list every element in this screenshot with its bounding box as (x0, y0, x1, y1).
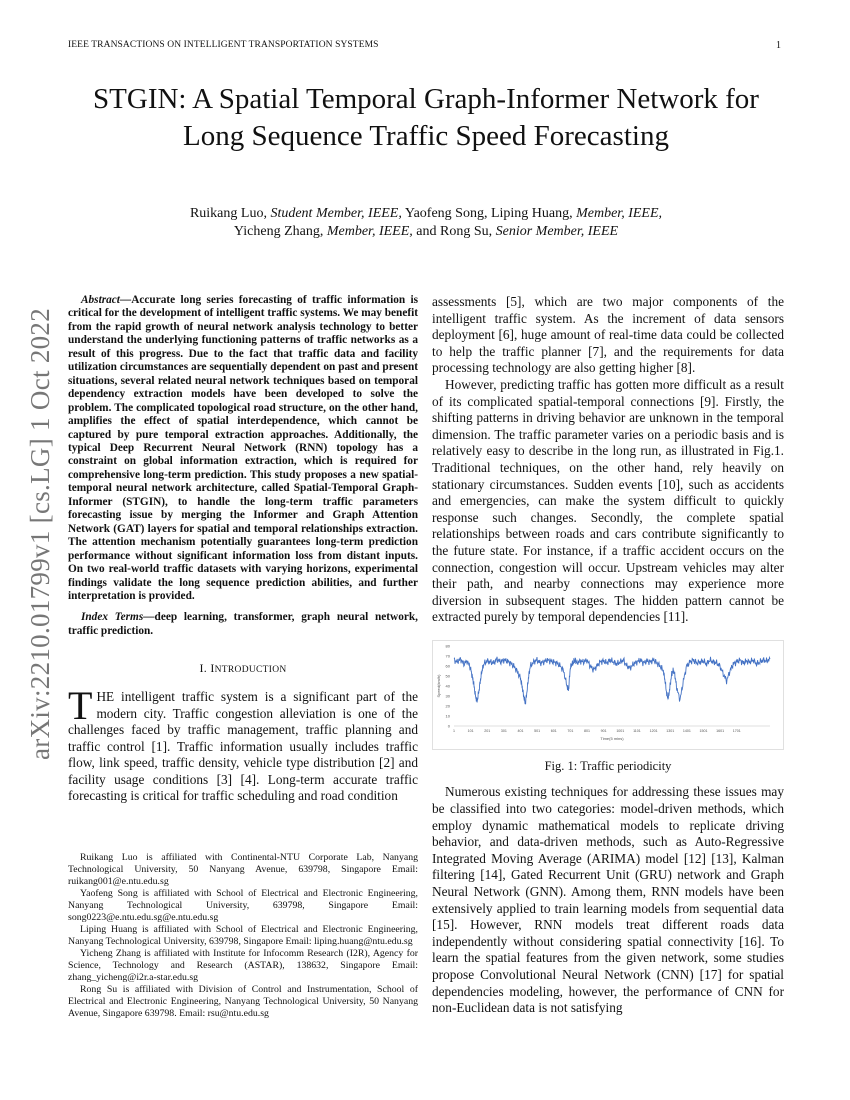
abstract-text: Accurate long series forecasting of traffic information is critical for the development of intelligent traffic systems. We may benefit from the rapid growth of neural network analysis technology to better understand the underlying functioning patterns of traffic networks as a result of this progress. Due to the fact that traffic data and facility utilization circumstances are sequentially dependent on past and present situations, several related neural network techniques based on temporal dependency extraction models have been developed to solve the problem. The complicated topological road structure, on the other hand, amplifies the effect of spatial interdependence, which cannot be captured by pure temporal extraction approaches. Additionally, the typical Deep Recurrent Neural Network (RNN) topology has a constraint on global information extraction, which is required for comprehensive long-term prediction. This study proposes a new spatial-temporal neural network architecture, called Spatial-Temporal Graph-Informer (STGIN), to handle the long-term traffic parameters forecasting issue by merging the Informer and Graph Attention Network (GAT) layers for spatial and temporal relationships extraction. The attention mechanism potentially guarantees long-term prediction performance without significant information loss from distant inputs. On two real-world traffic datasets with varying horizons, experimental findings validate the long sequence prediction abilities, and further interpretation is provided. (68, 294, 419, 602)
x-tick-label: 1501 (699, 728, 708, 733)
author-affil: Senior Member, IEEE (495, 224, 619, 239)
x-tick-label: 901 (600, 728, 607, 733)
author-line-2 (90, 223, 762, 241)
speed-series-line (454, 657, 770, 704)
page-number: 1 (776, 40, 781, 51)
y-tick-label: 10 (445, 713, 450, 719)
x-tick-label: 1401 (682, 728, 691, 733)
x-tick-label: 801 (584, 728, 591, 733)
intro-text: intelligent traffic system is a significant part of the modern city. Traffic congestion alleviation is one of the challenges faced by traffic management, traffic planning and traffic control [1]. Traffic information usually includes traffic flow, link speed, traffic density, vehicle type distribution [2] and facility usage conditions [3] [4]. Long-term accurate traffic forecasting is critical for traffic scheduling and road condition (68, 688, 418, 804)
x-tick-label: 1101 (633, 728, 641, 733)
abstract-label: Abstract— (81, 294, 132, 306)
section-numeral: I. I (199, 661, 215, 676)
x-tick-label: 1701 (732, 728, 741, 733)
author-affil: Student Member, IEEE, (270, 206, 402, 221)
y-tick-label: 70 (445, 653, 450, 659)
x-tick-label: 401 (517, 728, 524, 733)
y-tick-label: 20 (445, 703, 450, 709)
author-affil: Member, IEEE, (576, 206, 663, 221)
body-paragraph: Numerous existing techniques for addressing these issues may be classified into two categories: model-driven methods, which employ dynamic mathematical models to replicate driving behavior, and data-driven methods, such as Auto-Regressive Integrated Moving Average (ARIMA) model [12] [13], Kalman filtering [14], Gated Recurrent Unit (GRU) network and Graph Neural Network (GNN). Among them, RNN models have been extensively applied to train learning models from sequential data [15]. However, RNN models treat different roads data independently without considering spatial connectivity [16]. To learn the spatial features from the given network, some studies propose Convolutional Neural Network (CNN) [17] for spatial dependencies modeling, however, the performance of CNN for non-Euclidean data is not satisfying (432, 784, 784, 1016)
chart-frame (433, 640, 784, 749)
traffic-periodicity-chart (432, 640, 784, 750)
footnote: Yaofeng Song is affiliated with School of Electrical and Electronic Engineering, Nanyang Technological University, 639798, Singapore Email: song0223@e.ntu.edu.sg@e.ntu.edu.sg (68, 888, 418, 923)
x-tick-label: 1301 (666, 728, 675, 733)
author-name: Yaofeng Song, Liping Huang, (404, 206, 573, 221)
x-tick-label: 1 (453, 728, 455, 733)
y-tick-label: 60 (445, 663, 450, 669)
body-paragraph: assessments [5], which are two major components of the intelligent traffic system. As the increment of data sensors deployment [6], huge amount of real-time data could be collected to help the traffic planner [7], and the requirements for data processing technology are also getting higher [8]. (432, 294, 784, 376)
x-tick-label: 1201 (649, 728, 658, 733)
x-tick-label: 301 (500, 728, 507, 733)
footnotes (68, 852, 418, 1020)
intro-first-word: HE (96, 688, 115, 704)
arxiv-stamp: arXiv:2210.01799v1 [cs.LG] 1 Oct 2022 (25, 307, 55, 760)
y-tick-label: 40 (445, 683, 450, 689)
footnote: Liping Huang is affiliated with School of Electrical and Electronic Engineering, Nanyang Technological University, 639798, Singapore Email: liping.huang@ntu.edu.sg (68, 924, 418, 947)
x-tick-label: 501 (534, 728, 541, 733)
index-terms-label: Index Terms— (81, 611, 155, 624)
author-line-1 (90, 205, 762, 223)
index-terms (68, 611, 418, 638)
y-tick-label: 0 (447, 723, 450, 729)
x-tick-label: 701 (567, 728, 574, 733)
section-heading (68, 660, 418, 679)
author-name: Ruikang Luo, (189, 206, 267, 221)
y-axis-label: Speed(km/h) (436, 674, 441, 698)
paper-title: STGIN: A Spatial Temporal Graph-Informer Network for Long Sequence Traffic Speed Forecasting (93, 83, 759, 152)
section-title: NTRODUCTION (214, 665, 287, 676)
x-tick-label: 1001 (616, 728, 625, 733)
index-terms-text: deep learning, transformer, graph neural network, traffic prediction. (68, 611, 418, 637)
footnote: Rong Su is affiliated with Division of Control and Instrumentation, School of Electrical and Electronic Engineering, Nanyang Technological University, 50 Nanyang Avenue, Singapore 639798. Email: rsu@ntu.edu.sg (68, 984, 418, 1019)
x-tick-label: 101 (467, 728, 474, 733)
y-tick-label: 80 (445, 643, 450, 649)
right-column (432, 294, 784, 1017)
abstract (68, 294, 418, 603)
x-tick-label: 1601 (716, 728, 725, 733)
figure-caption: Fig. 1: Traffic periodicity (544, 758, 672, 773)
footnote: Ruikang Luo is affiliated with Continental-NTU Corporate Lab, Nanyang Technological University, 50 Nanyang Avenue, 639798, Singapore Email: ruikang001@e.ntu.edu.sg (68, 852, 418, 887)
x-tick-label: 201 (484, 728, 491, 733)
running-header: IEEE TRANSACTIONS ON INTELLIGENT TRANSPORTATION SYSTEMS (68, 40, 379, 50)
body-paragraph: However, predicting traffic has gotten more difficult as a result of its complicated spatial-temporal connections [9]. Firstly, the shifting patterns in driving behavior are unknown in the temporal dimension. The traffic parameter varies on a periodic basis and is relatively easy to describe in the long run, as illustrated in Fig.1. Traditional techniques, on the other hand, rely heavily on stationary circumstances. Sudden events [10], such as accidents and emergencies, can make the system difficult to quickly response such changes. Secondly, the complete spatial relationships between roads and cars contribute significantly to the future state. For instance, if a traffic accident occurs on the connection, congestion will occur. Upstream vehicles may alter their path, and nearby connections may experience more diversion in subsequent stages. The hidden pattern cannot be extracted purely by temporal dependencies [11]. (432, 376, 784, 625)
author-affil: Member, IEEE, (326, 224, 413, 239)
figure-1 (432, 640, 784, 750)
left-column (68, 294, 418, 805)
author-name: and Rong Su, (416, 224, 493, 239)
y-tick-label: 50 (445, 673, 450, 679)
x-tick-label: 601 (550, 728, 557, 733)
author-name: Yicheng Zhang, (233, 224, 324, 239)
intro-paragraph (68, 682, 418, 805)
dropcap: T (68, 682, 93, 728)
x-axis-label: Time(5 mins) (600, 735, 624, 741)
author-list (90, 205, 762, 241)
footnote: Yicheng Zhang is affiliated with Institute for Infocomm Research (I2R), Agency for Science, Technology and Research (ASTAR), 138632, Singapore Email: zhang_yicheng@i2r.a-star.edu.sg (68, 948, 418, 983)
y-tick-label: 30 (445, 693, 450, 699)
